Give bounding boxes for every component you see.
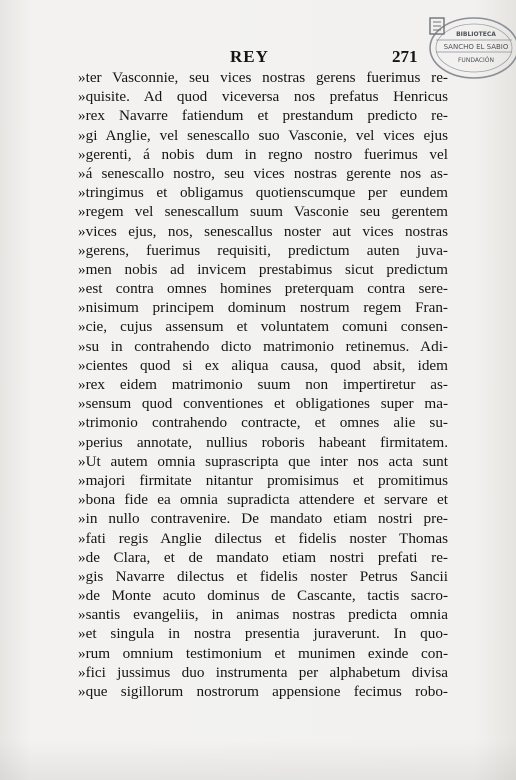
text-line: »majori firmitate nitantur promisimus et promitimus [78,471,448,489]
text-line: »trimonio contrahendo contracte, et omnes alie su- [78,414,448,432]
text-line: »quisite. Ad quod viceversa nos prefatus Henricus [78,88,448,106]
body-text [78,68,448,701]
text-line: »gerenti, á nobis dum in regno nostro fuerimus vel [78,145,448,163]
text-line: »regem vel senescallum suum Vasconie seu gerentem [78,203,448,221]
text-line: »fati regis Anglie dilectus et fidelis noster Thomas [78,529,448,547]
text-line: »rex eidem matrimonio suum non impertiretur as- [78,376,448,393]
page-edge-shadow [0,740,516,780]
text-line: »rum omnium testimonium et munimen exinde con- [78,644,448,662]
text-line: »que sigillorum nostrorum appensione fecimus robo- [78,683,448,700]
text-line: »tringimus et obligamus quotienscumque per eundem [78,184,448,202]
text-line: »est contra omnes homines preterquam contra sere- [78,280,448,298]
stamp-top-text: BIBLIOTECA [456,31,496,38]
text-line: »gerens, fuerimus requisiti, predictum auten juva- [78,241,448,259]
text-line: »sensum quod conventiones et obligationes super ma- [78,395,448,413]
text-line: »men nobis ad invicem prestabimus sicut predictum [78,260,448,278]
text-line: »rex Navarre fatiendum et prestandum predicto re- [78,107,448,125]
text-line: »Ut autem omnia suprascripta que inter nos acta sunt [78,452,448,470]
text-line: »su in contrahendo dicto matrimonio retinemus. Adi- [78,337,448,355]
text-line: »á senescallo nostro, seu vices nostras gerente nos as- [78,164,448,182]
text-line: »santis evangeliis, in animas nostras predicta omnia [78,606,448,624]
text-line: »cie, cujus assensum et voluntatem comuni consen- [78,318,448,336]
text-line: »de Monte acuto dominus de Cascante, tactis sacro- [78,587,448,605]
stamp-bottom-text: FUNDACIÓN [457,57,495,64]
text-line: »ter Vasconnie, seu vices nostras gerens fuerimus re- [78,69,448,86]
text-line: »in nullo contravenire. De mandato etiam nostri pre- [78,510,448,528]
text-line: »gi Anglie, vel senescallo suo Vasconie, vel vices ejus [78,126,448,144]
text-line: »fici jussimus duo instrumenta per alphabetum divisa [78,663,448,681]
page-number: 271 [392,47,418,66]
text-line: »nisimum principem dominum nostrum regem Fran- [78,299,448,317]
text-line: »et singula in nostra presentia juraverunt. In quo- [78,625,448,643]
stamp-middle-text: SANCHO EL SABIO [443,43,509,51]
text-line: »vices ejus, nos, senescallus noster aut vices nostras [78,222,448,240]
text-line: »gis Navarre dilectus et fidelis noster Petrus Sancii [78,567,448,585]
running-head: REY [230,47,269,66]
text-line: »perius annotate, nullius roboris habeant firmitatem. [78,433,448,451]
text-line: »de Clara, et de mandato etiam nostri prefati re- [78,548,448,566]
text-line: »bona fide ea omnia supradicta attendere et servare et [78,491,448,509]
text-line: »cientes quod si ex aliqua causa, quod absit, idem [78,356,448,374]
